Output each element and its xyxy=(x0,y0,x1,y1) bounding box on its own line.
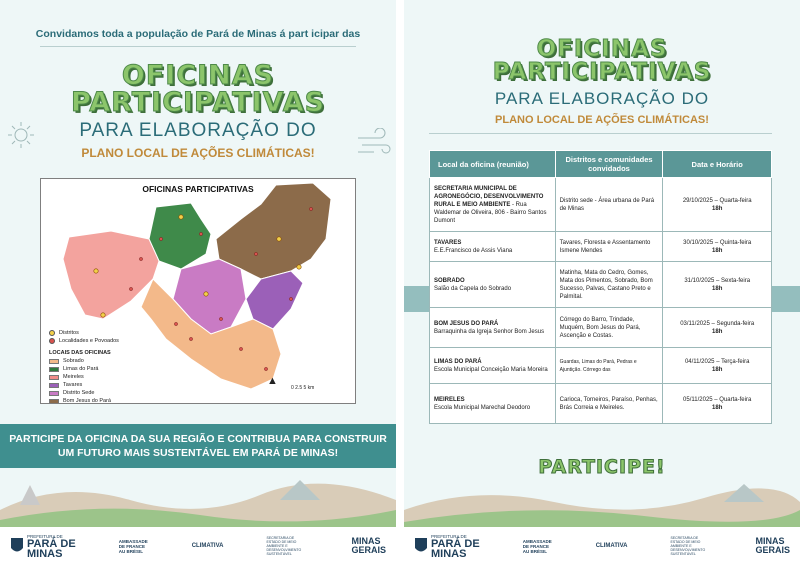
intro-text: Convidamos toda a população de Pará de Minas á part icipar das xyxy=(35,28,361,40)
title-line1: OFICINAS xyxy=(121,60,275,91)
sun-icon xyxy=(6,120,36,150)
title-line2: PARTICIPATIVAS xyxy=(492,59,712,85)
prefeitura-logo: PREFEITURA DE PARÁ DE MINAS xyxy=(10,534,76,559)
legend-item: Tavares xyxy=(63,382,83,388)
semad-logo: SECRETARIA DE ESTADO DE MEIO AMBIENTE E DESENVOLVIMENTO SUSTENTÁVEL xyxy=(266,536,302,556)
divider xyxy=(429,133,772,134)
participe-title: PARTICIPE! xyxy=(538,456,666,478)
poster-right xyxy=(404,0,800,565)
schedule-table xyxy=(429,150,772,424)
table-row: MEIRELES Escola Municipal Marechal Deodoro Carioca, Torneiros, Paraíso, Penhas, Brás Correia e Meireles. 05/11/2025 – Quarta-feira 18h xyxy=(430,384,772,424)
table-row: BOM JESUS DO PARÁ Barraquinha da Igreja Senhor Bom Jesus Córrego do Barro, Trindade, Muquém, Bom Jesus do Pará, Ascenção e Costas. 03/11/2025 – Segunda-feira 18h xyxy=(430,308,772,348)
semad-logo: SECRETARIA DE ESTADO DE MEIO AMBIENTE E DESENVOLVIMENTO SUSTENTÁVEL xyxy=(670,536,706,556)
legend-item: Limas do Pará xyxy=(63,366,99,372)
table-row: TAVARES E.E.Francisco de Assis Viana Tavares, Floresta e Assentamento Ismene Mendes 30/10/2025 – Quinta-feira 18h xyxy=(430,232,772,262)
sponsor-footer xyxy=(0,527,396,565)
header-local: Local da oficina (reunião) xyxy=(430,151,556,178)
header-data: Data e Horário xyxy=(663,151,772,178)
table-row: SOBRADO Salão da Capela do Sobrado Matinha, Mata do Cedro, Gomes, Mata dos Pimentos, Sobrado, Bom Sucesso, Palvas, Castano Preto e Palmital. 31/10/2025 – Sexta-feira 18h xyxy=(430,262,772,308)
north-arrow-icon: ▲ xyxy=(267,375,278,387)
wind-icon xyxy=(356,128,392,158)
divider xyxy=(40,46,356,47)
ambassade-logo: AMBASSADE DE FRANCE AU BRÉSIL xyxy=(118,538,148,554)
minas-gerais-logo: MINAS GERAIS xyxy=(755,536,790,555)
header-distritos: Distritos e comunidades convidados xyxy=(555,151,663,178)
title-line2: PARTICIPATIVAS xyxy=(70,87,326,118)
plan-title: PLANO LOCAL DE AÇÕES CLIMÁTICAS! xyxy=(495,114,709,126)
map xyxy=(40,178,356,404)
climativa-logo: CLIMATIVA xyxy=(191,543,224,549)
legend-item: Sobrado xyxy=(63,358,84,364)
map-title: OFICINAS PARTICIPATIVAS xyxy=(142,184,254,194)
landscape-illustration xyxy=(404,480,800,530)
sponsor-footer xyxy=(404,527,800,565)
plan-title: PLANO LOCAL DE AÇÕES CLIMÁTICAS! xyxy=(81,146,315,160)
legend-item: Meireles xyxy=(63,374,84,380)
legend-item: Distrito Sede xyxy=(63,390,95,396)
table-row: LIMAS DO PARÁ Escola Municipal Conceição Maria Moreira Guardas, Limas do Pará, Pedras e Ajuntição. Córrego das 04/11/2025 – Terça-feira 18h xyxy=(430,348,772,384)
climativa-logo: CLIMATIVA xyxy=(595,543,628,549)
subtitle: PARA ELABORAÇÃO DO xyxy=(79,120,317,141)
prefeitura-logo: PREFEITURA DE PARÁ DE MINAS xyxy=(414,534,480,559)
legend-header: LOCAIS DAS OFICINAS xyxy=(49,350,111,356)
legend-localidades: Localidades e Povoados xyxy=(59,338,119,344)
landscape-illustration xyxy=(0,470,396,530)
map-scale: 0 2.5 5 km xyxy=(291,385,315,391)
table-row: SECRETARIA MUNICIPAL DE AGRONEGÓCIO, DESENVOLVIMENTO RURAL E MEIO AMBIENTE - Rua Waldemar de Oliveira, 806 - Bairro Santos Dumont Distrito sede - Área urbana de Pará de Minas 29/10/2025 – Quarta-feira 18h xyxy=(430,178,772,232)
ambassade-logo: AMBASSADE DE FRANCE AU BRÉSIL xyxy=(522,538,552,554)
call-to-action-band: PARTICIPE DA OFICINA DA SUA REGIÃO E CONTRIBUA PARA CONSTRUIR UM FUTURO MAIS SUSTENTÁVEL EM PARÁ DE MINAS! xyxy=(0,424,396,468)
legend-distritos: Distritos xyxy=(59,330,79,336)
subtitle: PARA ELABORAÇÃO DO xyxy=(494,89,710,108)
legend-item: Bom Jesus do Pará xyxy=(63,398,111,404)
minas-gerais-logo: MINAS GERAIS xyxy=(351,536,386,555)
title-line1: OFICINAS xyxy=(536,36,668,62)
map-legend xyxy=(49,329,119,404)
city-crest-icon xyxy=(10,537,24,555)
poster-left xyxy=(0,0,396,565)
city-crest-icon xyxy=(414,537,428,555)
